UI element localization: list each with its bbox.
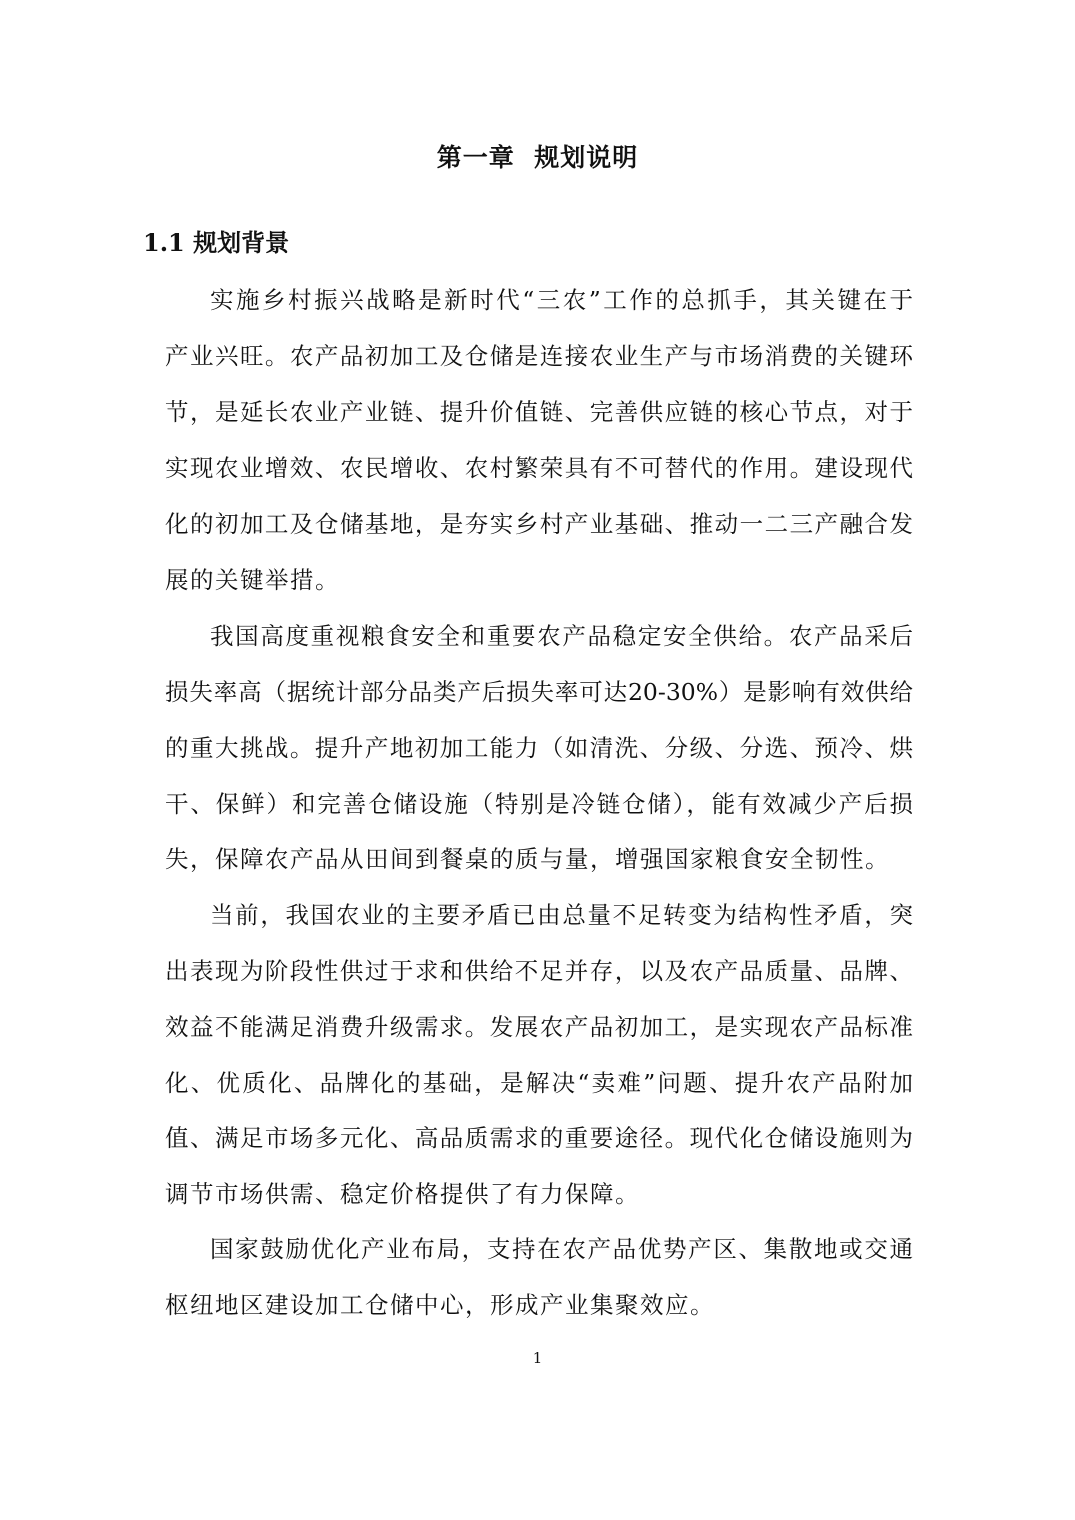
paragraph-line: 损失率高（据统计部分品类产后损失率可达20-30%）是影响有效供给 — [165, 678, 913, 706]
paragraph-line: 的重大挑战。提升产地初加工能力（如清洗、分级、分选、预冷、烘 — [165, 734, 913, 762]
paragraph-line: 化、优质化、品牌化的基础，是解决“卖难”问题、提升农产品附加 — [165, 1069, 913, 1097]
paragraph-line: 化的初加工及仓储基地，是夯实乡村产业基础、推动一二三产融合发 — [165, 510, 913, 538]
paragraph-line: 产业兴旺。农产品初加工及仓储是连接农业生产与市场消费的关键环 — [165, 342, 913, 370]
paragraph-line: 枢纽地区建设加工仓储中心，形成产业集聚效应。 — [165, 1291, 715, 1319]
page-number: 1 — [532, 1349, 543, 1367]
chapter-title: 第一章 规划说明 — [436, 143, 639, 172]
paragraph-line: 值、满足市场多元化、高品质需求的重要途径。现代化仓储设施则为 — [165, 1124, 913, 1152]
paragraph-line: 失，保障农产品从田间到餐桌的质与量，增强国家粮食安全韧性。 — [165, 845, 890, 873]
paragraph-line: 干、保鲜）和完善仓储设施（特别是冷链仓储），能有效减少产后损 — [165, 790, 913, 818]
paragraph-line: 当前，我国农业的主要矛盾已由总量不足转变为结构性矛盾，突 — [210, 901, 913, 929]
paragraph-line: 实施乡村振兴战略是新时代“三农”工作的总抓手，其关键在于 — [210, 286, 913, 314]
paragraph-line: 国家鼓励优化产业布局，支持在农产品优势产区、集散地或交通 — [210, 1235, 913, 1263]
paragraph-line: 我国高度重视粮食安全和重要农产品稳定安全供给。农产品采后 — [210, 622, 913, 650]
paragraph-line: 效益不能满足消费升级需求。发展农产品初加工，是实现农产品标准 — [165, 1013, 913, 1041]
paragraph-line: 展的关键举措。 — [165, 566, 340, 594]
paragraph-line: 节，是延长农业产业链、提升价值链、完善供应链的核心节点，对于 — [165, 398, 913, 426]
paragraph-line: 调节市场供需、稳定价格提供了有力保障。 — [165, 1180, 640, 1208]
section-heading: 1.1 规划背景 — [143, 228, 290, 257]
paragraph-line: 实现农业增效、农民增收、农村繁荣具有不可替代的作用。建设现代 — [165, 454, 913, 482]
paragraph-line: 出表现为阶段性供过于求和供给不足并存，以及农产品质量、品牌、 — [165, 957, 913, 985]
